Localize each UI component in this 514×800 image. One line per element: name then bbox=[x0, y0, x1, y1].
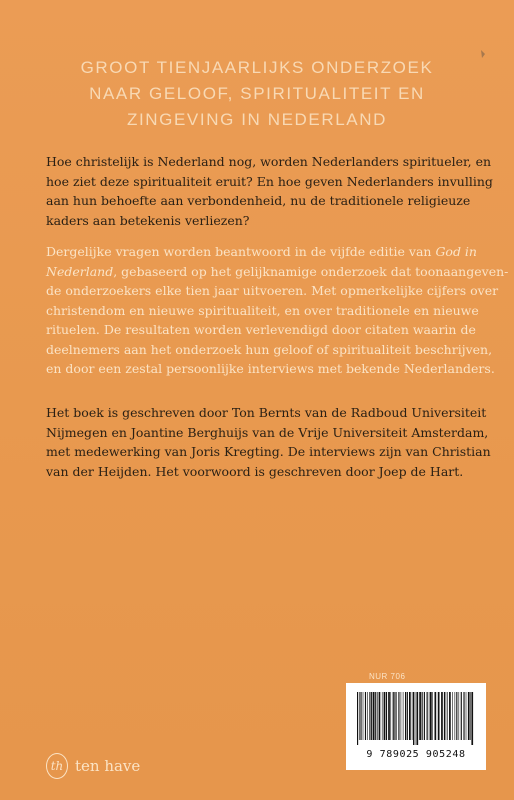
credits-line: Het boek is geschreven door Ton Bernts van de Radboud Universiteit bbox=[46, 405, 487, 420]
cover-headline bbox=[40, 55, 474, 133]
barcode-bar bbox=[388, 692, 390, 740]
barcode-bar bbox=[416, 692, 418, 745]
barcode-bar bbox=[396, 692, 397, 740]
th-monogram-circle-icon: th bbox=[46, 753, 68, 779]
barcode-bar bbox=[430, 692, 432, 740]
intro-line: Hoe christelijk is Nederland nog, worden Nederlanders spiritueler, en bbox=[46, 154, 492, 169]
headline-line: ZINGEVING IN NEDERLAND bbox=[126, 110, 387, 129]
barcode-bar bbox=[444, 692, 445, 740]
barcode-bar bbox=[412, 692, 413, 740]
barcode-bar bbox=[394, 692, 395, 740]
publisher-name: ten have bbox=[75, 757, 141, 775]
barcode-bar bbox=[379, 692, 381, 740]
description-text: , gebaseerd op het gelijknamige onderzoek dat toonaangeven- bbox=[113, 263, 509, 279]
description-line: deelnemers aan het onderzoek hun geloof of spiritualiteit beschrijven, bbox=[46, 341, 493, 357]
barcode-bar bbox=[415, 692, 416, 745]
credits-line: Nijmegen en Joantine Berghuijs van de Vrije Universiteit Amsterdam, bbox=[46, 424, 489, 440]
barcode-bar bbox=[373, 692, 375, 740]
barcode-bar bbox=[441, 692, 443, 740]
barcode-bar bbox=[359, 692, 360, 740]
barcode-bar bbox=[424, 692, 425, 740]
description-line bbox=[46, 242, 476, 262]
description-line: rituelen. De resultaten worden verlevendigd door citaten waarin de bbox=[46, 322, 476, 337]
barcode-bar bbox=[466, 692, 467, 740]
barcode-bar bbox=[360, 692, 361, 740]
barcode-bar bbox=[367, 692, 368, 740]
barcode-bar bbox=[449, 692, 451, 740]
description-line bbox=[46, 262, 509, 282]
barcode-bar bbox=[452, 692, 453, 740]
barcode-bar bbox=[422, 692, 423, 740]
credits-line: met medewerking van Joris Kregting. De interviews zijn van Christian bbox=[46, 444, 491, 459]
barcode-bar bbox=[365, 692, 366, 740]
barcode-bar bbox=[357, 692, 358, 745]
barcode-bar bbox=[470, 692, 471, 740]
corner-scuff-mark bbox=[480, 50, 486, 58]
barcode-bar bbox=[455, 692, 456, 740]
barcode-bar bbox=[393, 692, 394, 740]
barcode-label bbox=[346, 683, 486, 770]
barcode-bar bbox=[386, 692, 387, 740]
barcode-bar bbox=[447, 692, 448, 740]
headline-line: NAAR GELOOF, SPIRITUALITEIT EN bbox=[89, 84, 425, 103]
barcode-bar bbox=[371, 692, 372, 740]
intro-line: kaders aan betekenis verliezen? bbox=[46, 212, 250, 228]
book-title-italic: Nederland bbox=[46, 263, 114, 279]
barcode-bar bbox=[390, 692, 391, 740]
barcode-bar bbox=[435, 692, 437, 740]
barcode-bar bbox=[463, 692, 464, 740]
barcode-bar bbox=[384, 692, 386, 740]
barcode-bar bbox=[403, 692, 404, 740]
barcode-bar bbox=[407, 692, 408, 740]
nur-code: NUR 706 bbox=[369, 672, 406, 681]
barcode-icon bbox=[356, 692, 476, 745]
barcode-bar bbox=[398, 692, 399, 740]
barcode-bar bbox=[427, 692, 428, 740]
description-paragraph bbox=[46, 242, 509, 379]
isbn-number: 9 789025 905248 bbox=[366, 749, 466, 760]
barcode-bar bbox=[429, 692, 430, 740]
barcode-bar bbox=[471, 692, 473, 745]
barcode-bar bbox=[456, 692, 457, 740]
description-line: christendom en nieuwe spiritualiteit, en over traditionele en nieuwe bbox=[46, 302, 479, 318]
barcode-bar bbox=[446, 692, 447, 740]
book-title-italic: God in bbox=[435, 244, 477, 259]
description-line: en door een zestal persoonlijke interviews met bekende Nederlanders. bbox=[46, 361, 495, 376]
description-line: de onderzoekers elke tien jaar uitvoeren. Met opmerkelijke cijfers over bbox=[46, 283, 499, 298]
intro-line: aan hun behoefte aan verbondenheid, nu de traditionele religieuze bbox=[46, 193, 471, 208]
barcode-bar bbox=[401, 692, 402, 740]
barcode-bar bbox=[375, 692, 376, 740]
barcode-bar bbox=[369, 692, 370, 740]
barcode-bar bbox=[363, 692, 364, 740]
description-text: Dergelijke vragen worden beantwoord in de vijfde editie van bbox=[46, 244, 436, 259]
publisher-imprint bbox=[46, 752, 140, 780]
barcode-bar bbox=[382, 692, 383, 740]
barcode-bar bbox=[405, 692, 406, 740]
barcode-bar bbox=[409, 692, 411, 740]
barcode-bar bbox=[468, 692, 470, 740]
credits-paragraph bbox=[46, 403, 491, 481]
barcode-bar bbox=[459, 692, 460, 740]
barcode-bar bbox=[438, 692, 440, 740]
credits-line: van der Heijden. Het voorwoord is geschreven door Joep de Hart. bbox=[46, 463, 464, 479]
barcode-bar bbox=[419, 692, 421, 740]
barcode-bar bbox=[461, 692, 462, 740]
barcode-bar bbox=[377, 692, 378, 740]
intro-paragraph bbox=[46, 152, 493, 230]
barcode-bar bbox=[432, 692, 433, 740]
barcode-bar bbox=[413, 692, 414, 745]
intro-line: hoe ziet deze spiritualiteit eruit? En hoe geven Nederlanders invulling bbox=[46, 173, 493, 189]
headline-line: GROOT TIENJAARLIJKS ONDERZOEK bbox=[80, 58, 434, 77]
